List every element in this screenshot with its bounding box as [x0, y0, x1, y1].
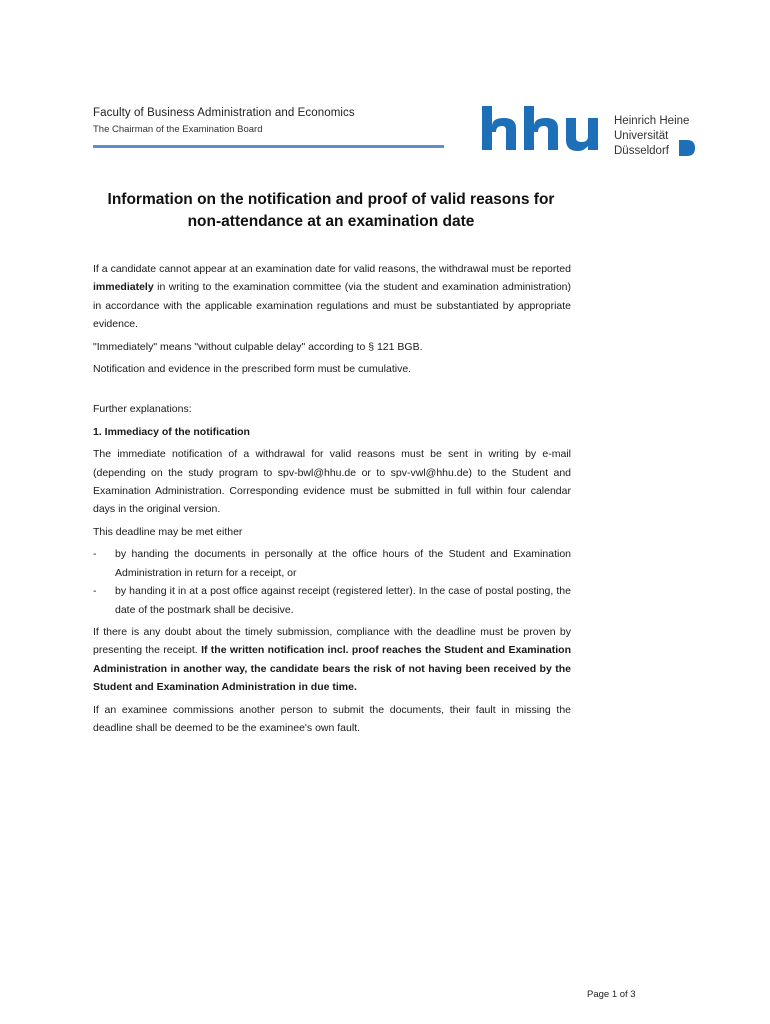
bullet-text: by handing it in at a post office against receipt (registered letter). In the case of postal posting, the date of the postmark shall be decisive. — [115, 585, 571, 616]
bullet-dash: - — [93, 548, 97, 561]
further-explanations: Further explanations: — [93, 403, 192, 416]
heading-text: 1. Immediacy of the notification — [93, 425, 250, 438]
doubt-text: If there is any doubt about the timely submission, compliance with the deadline must be proven by presenting the receipt. — [93, 625, 571, 657]
hhu-logo — [482, 104, 696, 156]
page-number: Page 1 of 3 — [587, 989, 636, 1000]
faculty-name: Faculty of Business Administration and Economics — [93, 107, 355, 119]
list-item — [93, 545, 571, 582]
paragraph-cumulative: Notification and evidence in the prescribed form must be cumulative. — [93, 363, 412, 376]
paragraph-fault: If an examinee commissions another person to submit the documents, their fault in missing the deadline shall be deemed to be the examinee's own fault. — [93, 703, 571, 734]
list-item — [93, 582, 571, 619]
logo-corner-mark-icon — [679, 140, 695, 156]
paragraph-deadline: This deadline may be met either — [93, 525, 243, 538]
letterhead-sender — [93, 107, 355, 135]
document-title — [93, 189, 569, 233]
intro-text-a: If a candidate cannot appear at an examination date for valid reasons, the withdrawal must be reported — [93, 263, 571, 275]
intro-text-b: in writing to the examination committee (via the student and examination administration) in accordance with the applicable examination regulations and must be substantiated by appropriate evidence. — [93, 281, 571, 331]
chairman-line: The Chairman of the Examination Board — [93, 124, 263, 135]
header-divider — [93, 145, 444, 148]
section-heading-1 — [93, 423, 571, 441]
title-line-1: Information on the notification and proof of valid reasons for — [107, 191, 555, 208]
paragraph-notification: The immediate notification of a withdrawal for valid reasons must be sent in writing by e-mail (depending on the study program to spv-bwl@hhu.de or to spv-vwl@hhu.de) to the Student and Examination Administration. Corresponding evidence must be submitted in full within four calendar days in the original version. — [93, 448, 571, 516]
document-body — [93, 260, 571, 737]
bullet-dash: - — [93, 585, 97, 598]
paragraph-immediately: "Immediately" means "without culpable delay" according to § 121 BGB. — [93, 340, 423, 353]
paragraph-intro — [93, 260, 571, 334]
logo-line-2: Universität — [614, 130, 669, 142]
hhu-wordmark-icon — [482, 104, 604, 152]
logo-line-3: Düsseldorf — [614, 145, 669, 157]
paragraph-doubt — [93, 623, 571, 697]
intro-bold: immediately — [93, 281, 154, 294]
bullet-text: by handing the documents in personally at the office hours of the Student and Examination Administration in return for a receipt, or — [115, 548, 571, 579]
doubt-bold: If the written notification incl. proof reaches the Student and Examination Administration in another way, the candidate bears the risk of not having been received by the Student and Examination Administration in due time. — [93, 644, 571, 694]
logo-line-1: Heinrich Heine — [614, 115, 690, 127]
title-line-2: non-attendance at an examination date — [187, 213, 475, 230]
